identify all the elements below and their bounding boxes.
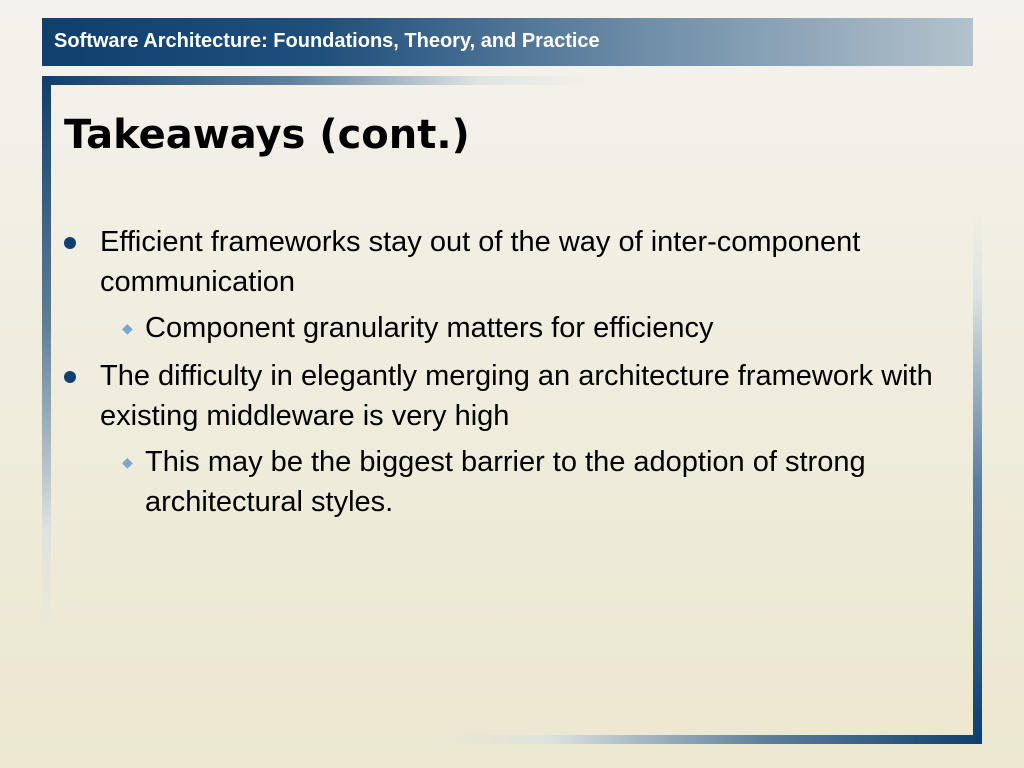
course-title: Software Architecture: Foundations, Theory, and Practice [54, 30, 600, 52]
filled-circle-icon [64, 371, 76, 383]
frame-right-border [973, 214, 982, 744]
frame-bottom-border [440, 735, 982, 744]
sub-bullet-item [64, 442, 944, 522]
frame-left-border [42, 76, 51, 631]
filled-circle-icon [64, 237, 76, 249]
diamond-icon: ◆ [122, 454, 133, 470]
header-bar [42, 18, 973, 66]
bullet-item [64, 356, 944, 436]
sub-bullet-text: This may be the biggest barrier to the adoption of strong architectural styles. [145, 446, 866, 518]
slide-content [64, 222, 944, 530]
frame-top-border [42, 76, 587, 85]
slide-title: Takeaways (cont.) [64, 112, 470, 158]
bullet-text: Efficient frameworks stay out of the way of inter-component communication [100, 226, 861, 298]
bullet-item [64, 222, 944, 302]
diamond-icon: ◆ [122, 320, 133, 336]
bullet-text: The difficulty in elegantly merging an architecture framework with existing middleware is very high [100, 360, 933, 432]
sub-bullet-text: Component granularity matters for efficiency [145, 312, 714, 344]
sub-bullet-item [64, 308, 944, 348]
